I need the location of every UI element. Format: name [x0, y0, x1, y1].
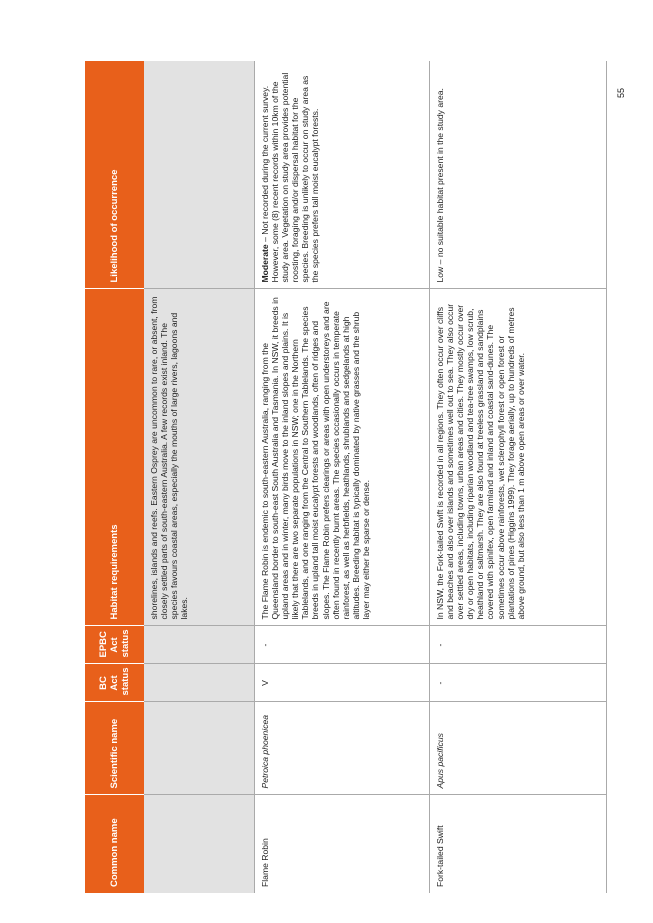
cell-likelihood — [255, 61, 430, 289]
table-header-row — [85, 61, 144, 893]
cell-bc-status: V — [255, 664, 430, 702]
cell-habitat: The Flame Robin is endemic to south-eastern Australia, ranging from the Queensland border to south-east South Australia and Tasmania. In NSW, it breeds in upland areas and in winter, many birds move to the inland slopes and plains. It is likely that there are two separate populations in NSW; one in the Northern Tablelands, and one ranging from the Central to Southern Tablelands. The species breeds in upland tall moist eucalypt forests and woodlands, often of ridges and slopes. The Flame Robin prefers clearings or areas with open understoreys and are often found in recently burnt areas. The species occasionally occurs in temperate rainforest, as well as herbfields, heathlands, shrublands and sedgelands at high altitudes. Breeding habitat is typically dominated by native grasses and the shrub layer may either be sparse or dense. — [255, 289, 430, 626]
table-row — [430, 61, 607, 893]
cell-epbc-status: - — [255, 626, 430, 664]
cell-bc-status: - — [430, 664, 607, 702]
cell-epbc-status: - — [430, 626, 607, 664]
cell-common-name: Fork-tailed Swift — [430, 795, 607, 893]
cell-likelihood — [430, 61, 607, 289]
species-table — [85, 61, 607, 893]
cell-bc-status — [144, 664, 255, 702]
header-bc-act-status: BC Act status — [85, 664, 144, 702]
header-common-name: Common name — [85, 795, 144, 893]
cell-scientific-name: Apus pacificus — [430, 702, 607, 795]
header-scientific-name: Scientific name — [85, 702, 144, 795]
cell-habitat: In NSW, the Fork-tailed Swift is recorded in all regions. They often occur over cliffs and beaches and also over islands and sometimes well out to sea. They also occur over settled areas, including towns, urban areas and cities. They mostly occur over dry or open habitats, including riparian woodland and tea-tree swamps, low scrub, heathland or saltmarsh. They are also found at treeless grassland and sandplains covered with spinifex, open farmland and inland and coastal sand-dunes. The sometimes occur above rainforests, wet sclerophyll forest or open forest or plantations of pines (Higgins 1999). They forage aerially, up to hundreds of metres above ground, but also less than 1 m above open areas or over water. — [430, 289, 607, 626]
cell-common-name: Flame Robin — [255, 795, 430, 893]
cell-scientific-name — [144, 702, 255, 795]
cell-common-name — [144, 795, 255, 893]
header-likelihood: Likelihood of occurrence — [85, 61, 144, 289]
likelihood-text: Low – no suitable habitat present in the study area. — [435, 88, 445, 283]
header-habitat-requirements: Habitat requirements — [85, 289, 144, 626]
table-row — [255, 61, 430, 893]
cell-habitat: shorelines, islands and reefs. Eastern Osprey are uncommon to rare, or absent, from closely settled parts of south-eastern Australia. A few records exist inland. The species favours coastal areas, especially the mouths of large rivers, lagoons and lakes. — [144, 289, 255, 626]
cell-scientific-name: Petroica phoenicea — [255, 702, 430, 795]
likelihood-level: Moderate — [260, 244, 270, 283]
page-number: 55 — [616, 87, 626, 98]
likelihood-text: – Not recorded during the current survey. However, some (8) recent records within 10km of the study area. Vegetation on study area provides potential roosting, foraging and/or dispersal habitat for the species. Breeding is unlikely to occur on study area as the species prefers tall moist eucalypt forests. — [260, 72, 321, 283]
table-row — [144, 61, 255, 893]
cell-likelihood — [144, 61, 255, 289]
header-epbc-act-status: EPBC Act status — [85, 626, 144, 664]
cell-epbc-status — [144, 626, 255, 664]
